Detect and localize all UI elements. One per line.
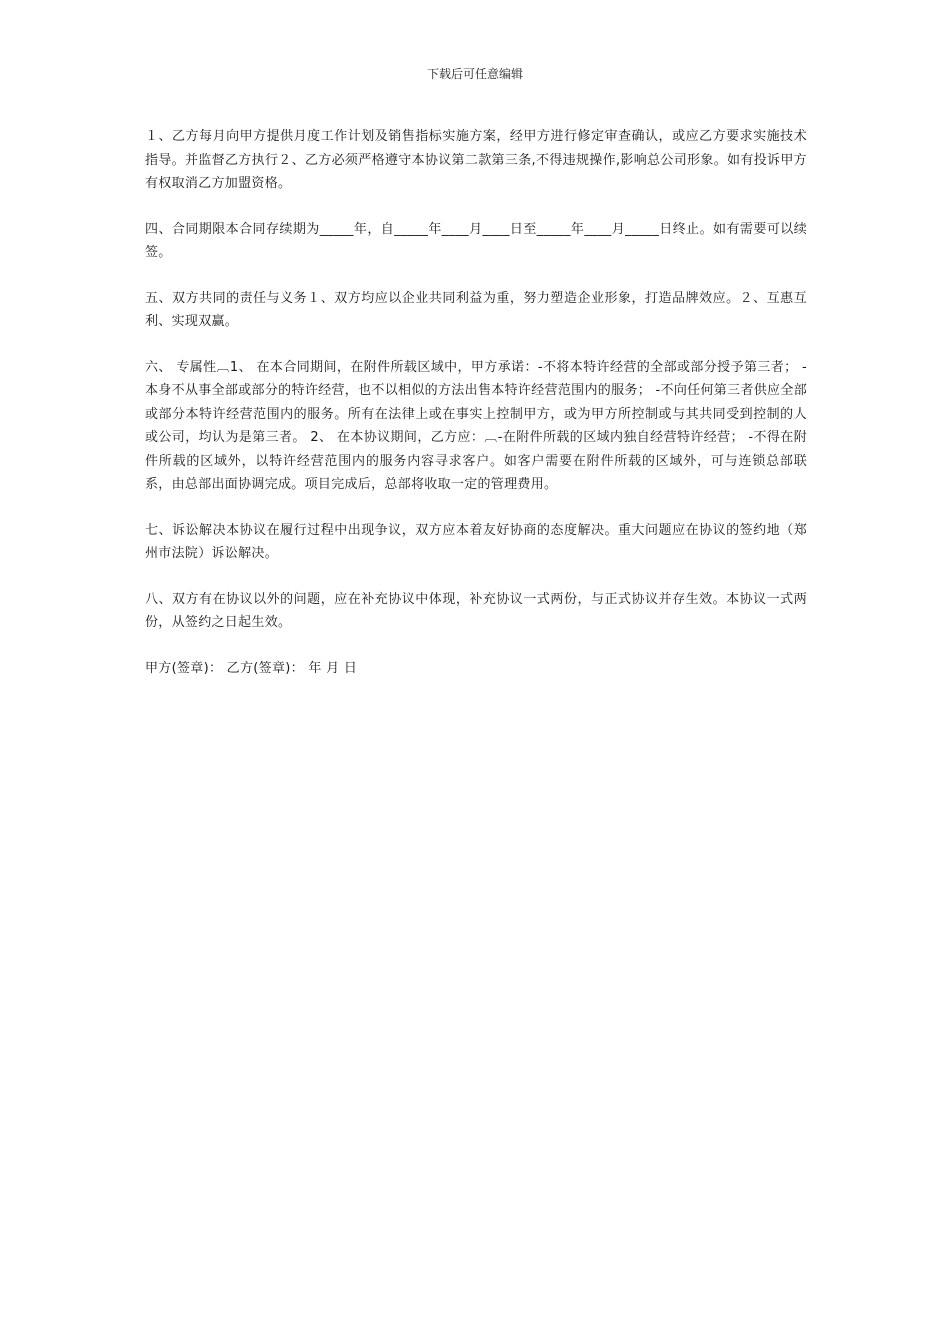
paragraph-contract-term: 四、合同期限本合同存续期为_____年，自_____年____月____日至_____年____月_____日终止。如有需要可以续签。 [145,221,807,260]
paragraph-supervision: １、乙方每月向甲方提供月度工作计划及销售指标实施方案，经甲方进行修定审查确认，或应乙方要求实施技术指导。并监督乙方执行２、乙方必须严格遵守本协议第二款第三条,不得违规操作,影响总公司形象。如有投诉甲方有权取消乙方加盟资格。 [145,129,807,191]
page-header-note: 下载后可任意编辑 [426,67,523,81]
paragraph-dispute-resolution: 七、诉讼解决本协议在履行过程中出现争议，双方应本着友好协商的态度解决。重大问题应在协议的签约地（郑州市法院）诉讼解决。 [145,522,807,561]
document-body [145,125,807,680]
paragraph-joint-responsibility: 五、双方共同的责任与义务１、双方均应以企业共同利益为重，努力塑造企业形象，打造品牌效应。２、互惠互利、实现双赢。 [145,290,807,329]
signature-line: 甲方(签章)： 乙方(签章)： 年 月 日 [145,660,358,676]
paragraph-exclusivity: 六、 专属性︹1、 在本合同期间，在附件所载区域中，甲方承诺：-不将本特许经营的全部或部分授予第三者； -本身不从事全部或部分的特许经营，也不以相似的方法出售本特许经营范围内的服务； -不向任何第三者供应全部或部分本特许经营范围内的服务。所有在法律上或在事实上控制甲方，或为甲方所控制或与其共同受到控制的人或公司，均认为是第三者。 2、 在本协议期间，乙方应：︹-在附件所载的区域内独自经营特许经营； -不得在附件所载的区域外，以特许经营范围内的服务内容寻求客户。如客户需要在附件所载的区域外，可与连锁总部联系，由总部出面协调完成。项目完成后，总部将收取一定的管理费用。 [145,359,807,492]
paragraph-supplementary: 八、双方有在协议以外的问题，应在补充协议中体现，补充协议一式两份，与正式协议并存生效。本协议一式两份，从签约之日起生效。 [145,591,807,630]
